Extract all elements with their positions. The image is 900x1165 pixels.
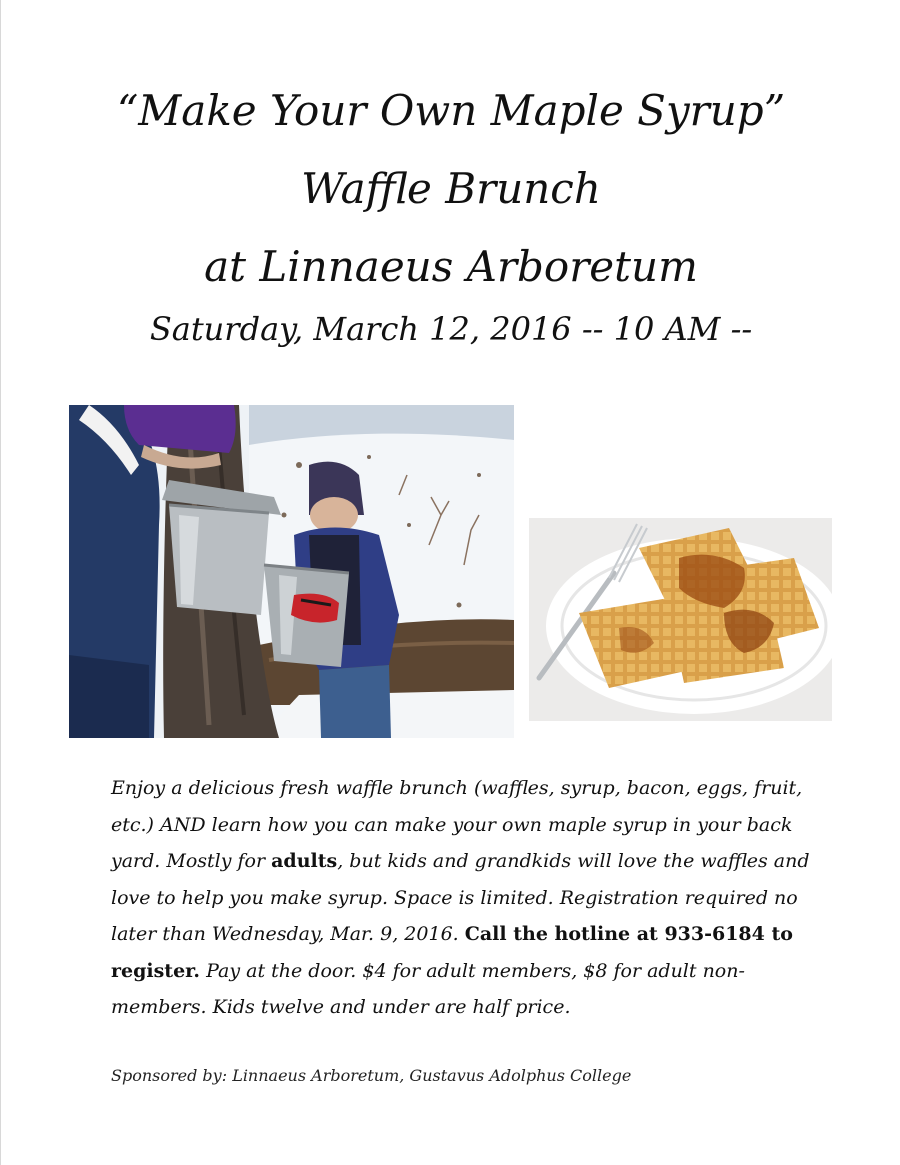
title-line-1: “Make Your Own Maple Syrup” (116, 86, 786, 135)
description-part-2: , but kids and grandkids will love the waffles and love to help you make syrup. Space is limited. Registration required no later than Wednesday, Mar. 9, 2016. (111, 850, 810, 945)
waffles-with-syrup-photo (529, 518, 832, 721)
description-part-3: Pay at the door. $4 for adult members, $8 for adult non-members. Kids twelve and under are half price. (111, 959, 745, 1018)
title-line-2: Waffle Brunch (301, 164, 601, 213)
title-line-3: at Linnaeus Arboretum (204, 242, 698, 291)
sponsor-line: Sponsored by: Linnaeus Arboretum, Gustavus Adolphus College (111, 1066, 632, 1085)
hotline-registration: Call the hotline at 933-6184 to register. (111, 923, 793, 982)
emphasis-adults: adults (271, 850, 338, 872)
maple-sap-collecting-photo (69, 405, 514, 738)
event-date-line: Saturday, March 12, 2016 -- 10 AM -- (149, 310, 753, 348)
event-description (111, 770, 831, 1026)
description-part-1: Enjoy a delicious fresh waffle brunch (waffles, syrup, bacon, eggs, fruit, etc.) AND learn how you can make your own maple syrup in your back yard. Mostly for (111, 777, 803, 872)
